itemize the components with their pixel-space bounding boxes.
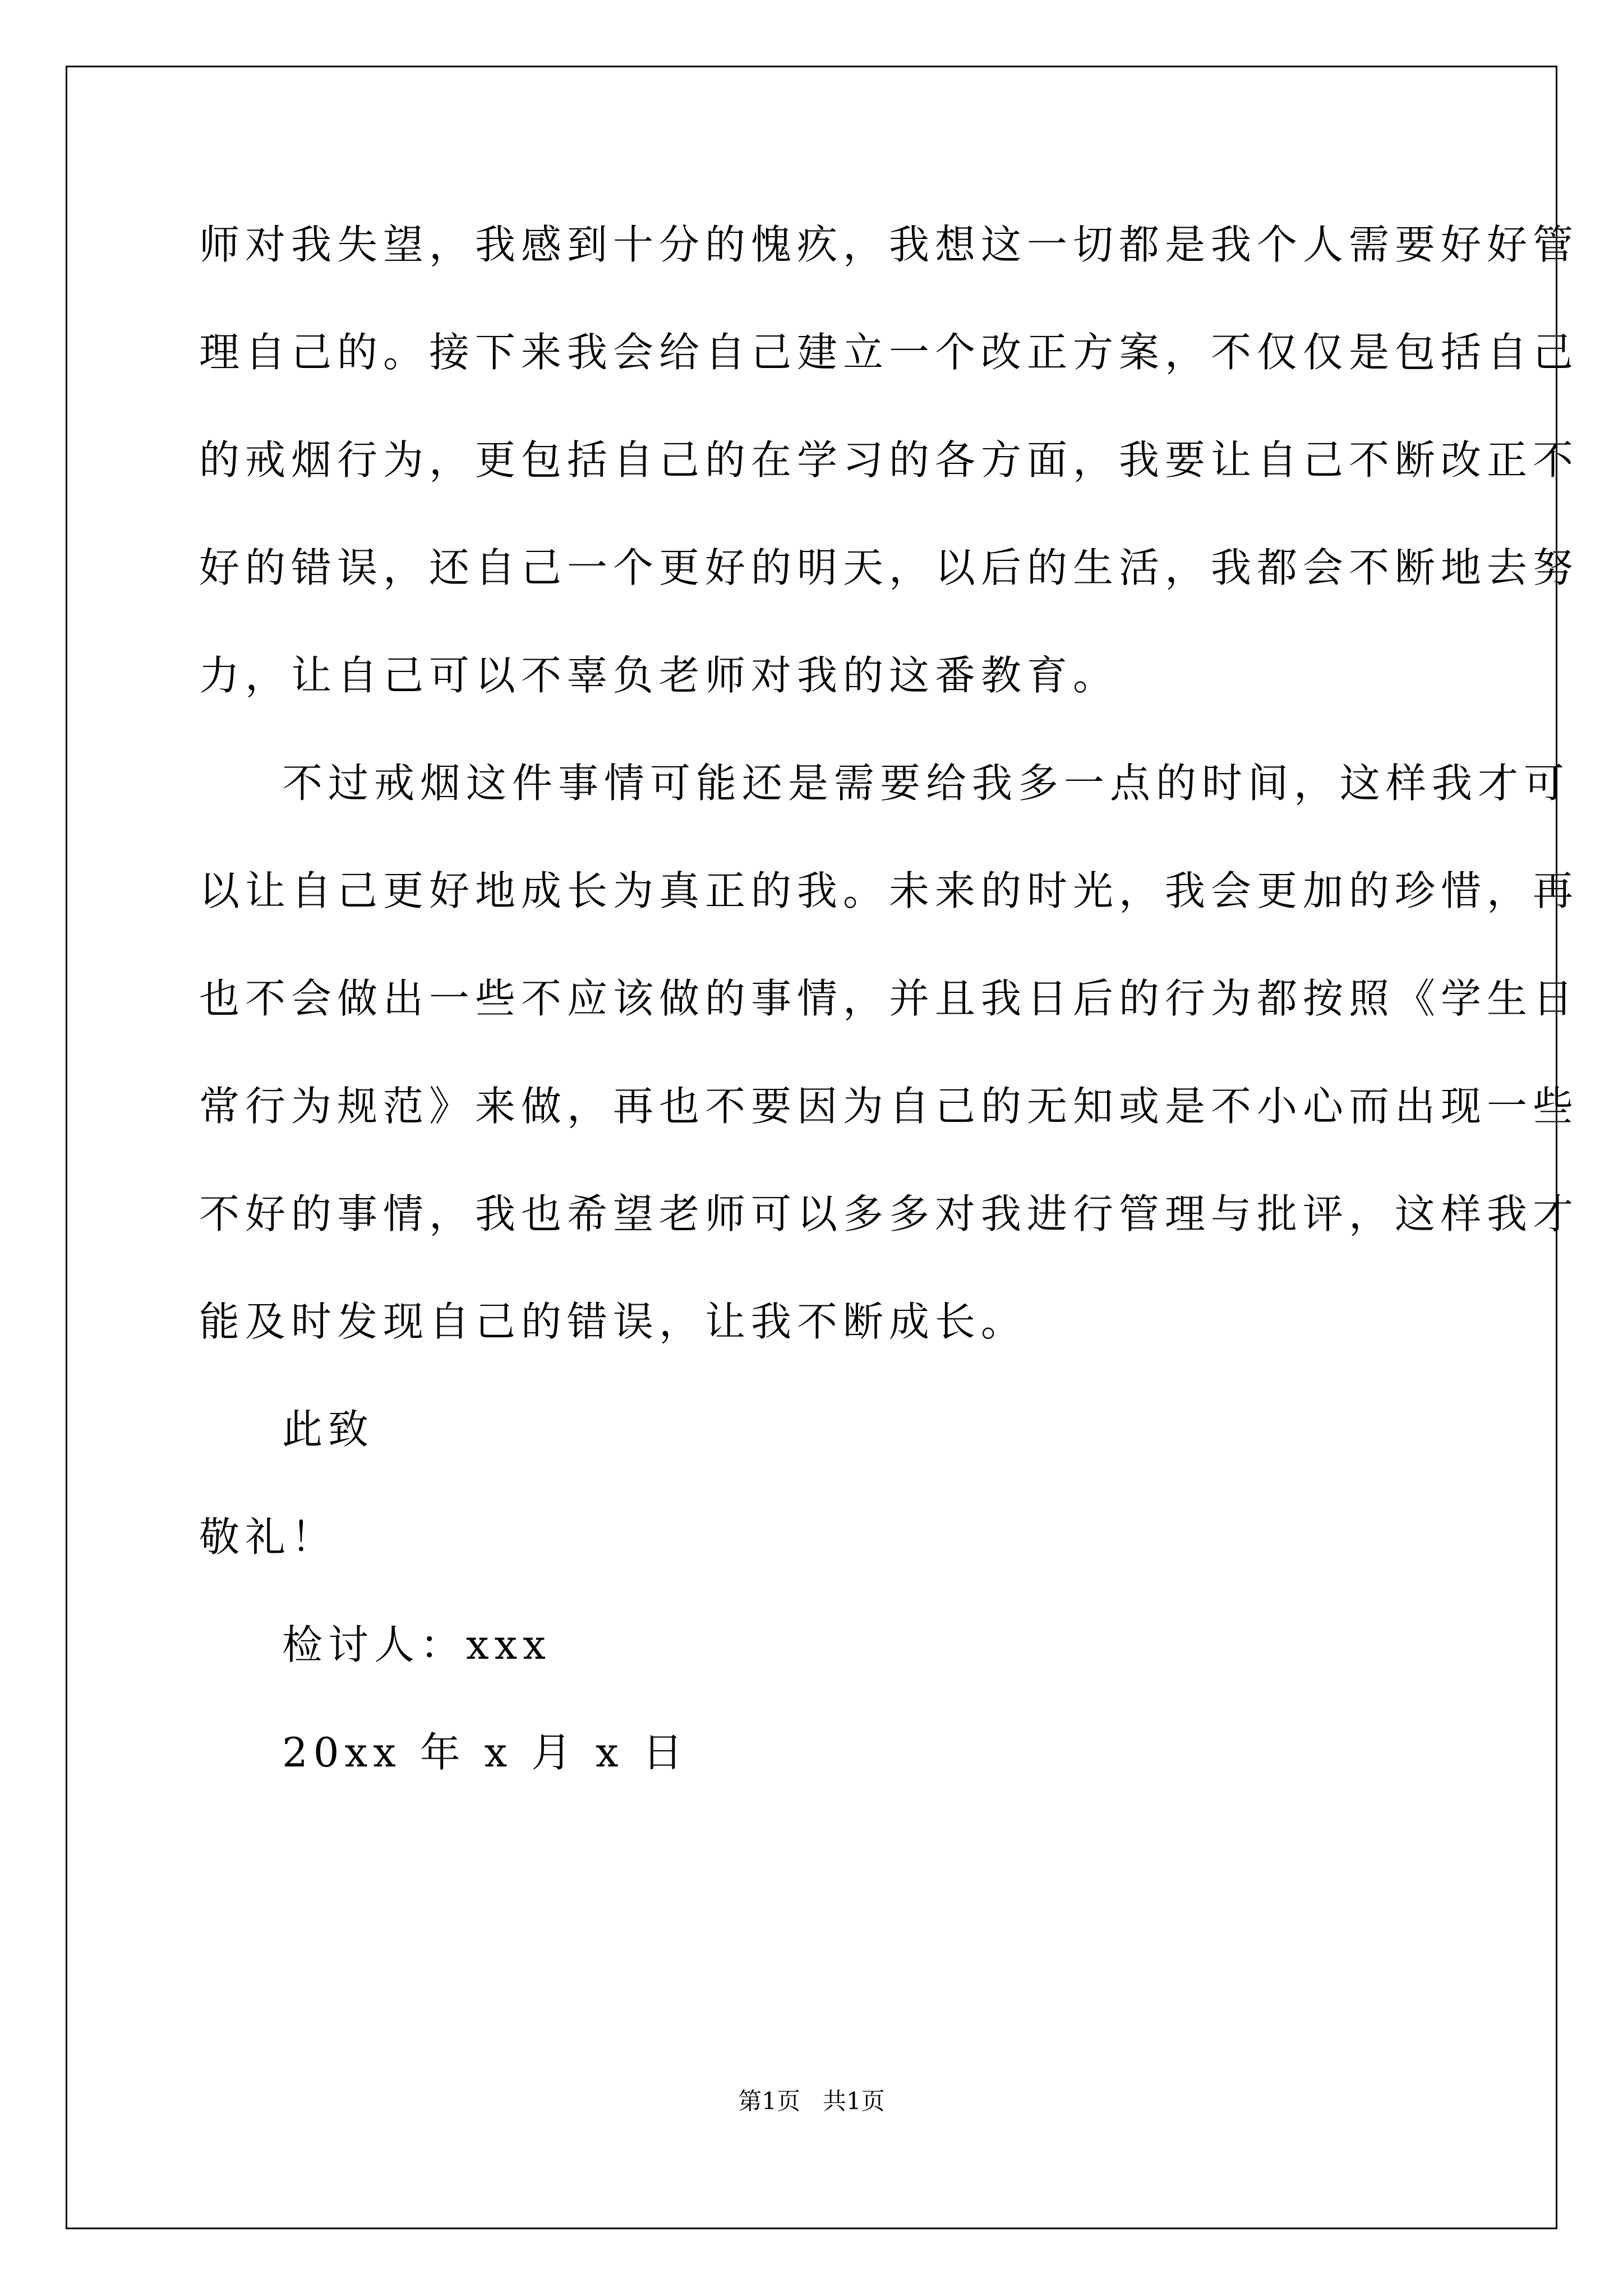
body-line: 的戒烟行为，更包括自己的在学习的各方面，我要让自己不断改正不	[199, 436, 1579, 484]
salute-line: 敬礼！	[199, 1513, 338, 1561]
date-line: 20xx 年 x 月 x 日	[282, 1729, 689, 1776]
body-line: 以让自己更好地成长为真正的我。未来的时光，我会更加的珍惜，再	[199, 867, 1579, 914]
page-footer: 第1页 共1页	[738, 2087, 885, 2115]
body-line: 不好的事情，我也希望老师可以多多对我进行管理与批评，这样我才	[199, 1190, 1579, 1237]
body-line: 能及时发现自己的错误，让我不断成长。	[199, 1298, 1027, 1345]
body-line: 好的错误，还自己一个更好的明天，以后的生活，我都会不断地去努	[199, 544, 1579, 591]
paragraph-start-line: 不过戒烟这件事情可能还是需要给我多一点的时间，这样我才可	[282, 760, 1570, 807]
page-border	[66, 66, 1557, 2229]
body-line: 常行为规范》来做，再也不要因为自己的无知或是不小心而出现一些	[199, 1083, 1579, 1130]
signer-line: 检讨人：xxx	[282, 1621, 551, 1668]
body-line: 也不会做出一些不应该做的事情，并且我日后的行为都按照《学生日	[199, 975, 1579, 1022]
closing-line: 此致	[282, 1406, 375, 1453]
body-line: 力，让自己可以不辜负老师对我的这番教育。	[199, 652, 1119, 699]
body-line: 师对我失望，我感到十分的愧疚，我想这一切都是我个人需要好好管	[199, 221, 1579, 268]
body-line: 理自己的。接下来我会给自己建立一个改正方案，不仅仅是包括自己	[199, 329, 1579, 376]
